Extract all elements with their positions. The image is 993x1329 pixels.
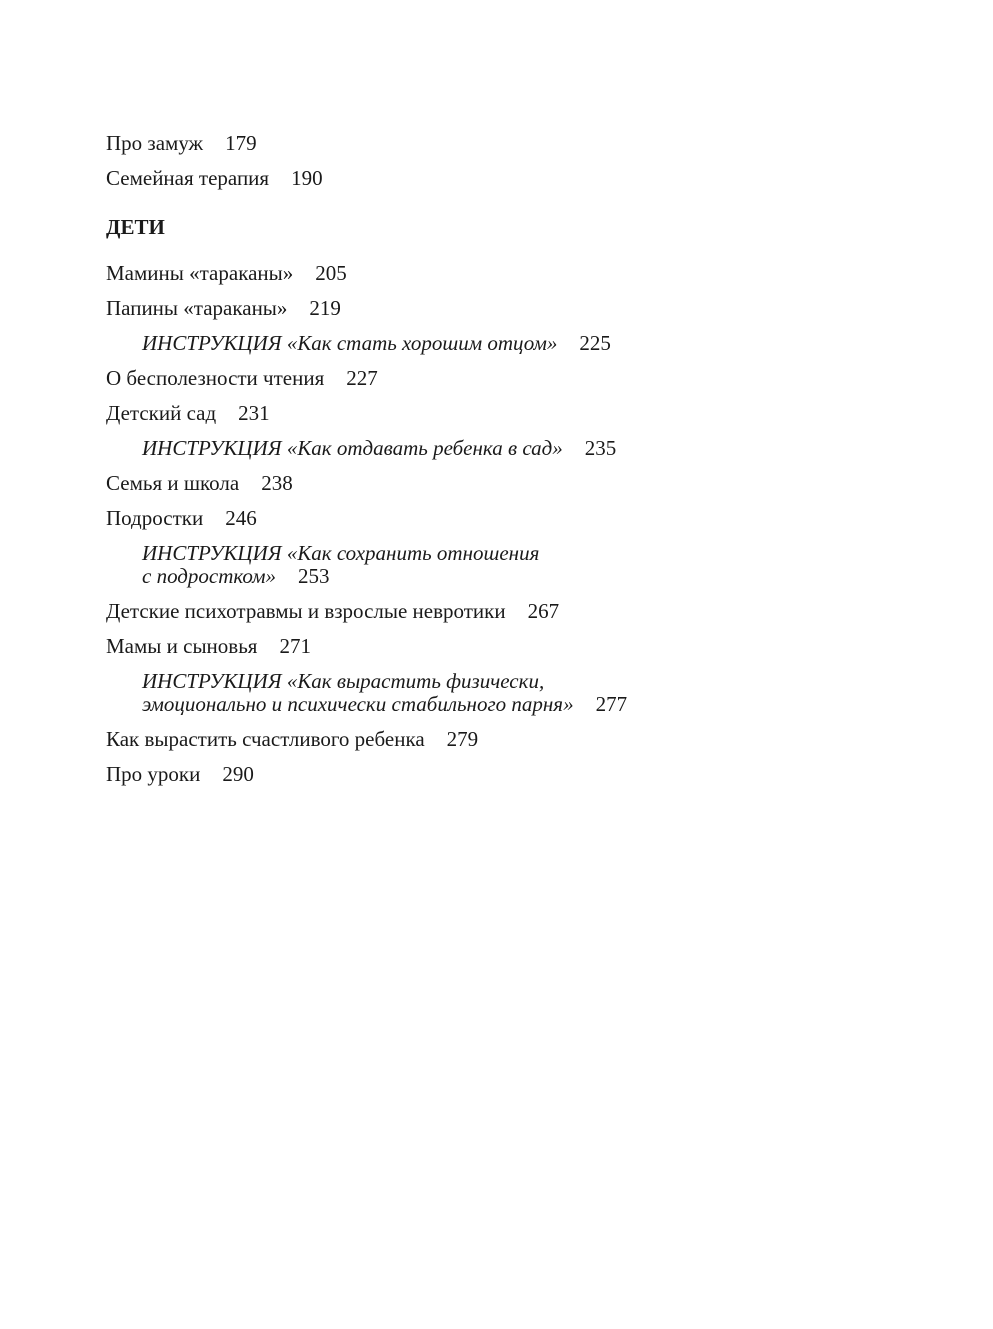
toc-entry-title: Как вырастить счастливого ребенка: [106, 727, 425, 751]
toc-entry: [106, 507, 926, 530]
toc-entry: [106, 132, 926, 155]
toc-entry: [106, 635, 926, 658]
toc-instruction-entry: [106, 670, 926, 716]
section-heading: ДЕТИ: [106, 215, 165, 239]
toc-entry: [106, 367, 926, 390]
toc-entry-page: 290: [222, 762, 254, 786]
toc-entry-page: 227: [346, 366, 378, 390]
toc-entry-title: Мамы и сыновья: [106, 634, 258, 658]
toc-entry-page: 246: [225, 506, 257, 530]
toc-entry-page: 231: [238, 401, 270, 425]
table-of-contents: [106, 132, 926, 798]
toc-entry: [106, 262, 926, 285]
toc-entry: [106, 297, 926, 320]
toc-entry-page: 279: [446, 727, 479, 751]
toc-entry-title-line: с подростком»: [142, 564, 277, 588]
toc-entry-page: 235: [584, 436, 617, 460]
toc-entry: [106, 402, 926, 425]
toc-entry-page: 277: [595, 692, 628, 716]
toc-entry-title: Семейная терапия: [106, 166, 270, 190]
toc-entry-title: Детский сад: [106, 401, 217, 425]
toc-entry-title-line: ИНСТРУКЦИЯ «Как вырастить физически,: [142, 669, 545, 693]
toc-entry-title: О бесполезности чтения: [106, 366, 325, 390]
toc-entry-title-line: ИНСТРУКЦИЯ «Как сохранить отношения: [142, 541, 540, 565]
toc-entry-title: Про уроки: [106, 762, 201, 786]
toc-entry-page: 253: [298, 564, 330, 588]
toc-entry-title: ИНСТРУКЦИЯ «Как отдавать ребенка в сад»: [142, 436, 563, 460]
toc-entry-page: 179: [225, 131, 257, 155]
toc-entry-page: 225: [579, 331, 611, 355]
toc-instruction-entry: [106, 437, 926, 460]
toc-entry-page: 271: [279, 634, 311, 658]
toc-entry: [106, 728, 926, 751]
toc-entry-title: Мамины «тараканы»: [106, 261, 294, 285]
toc-entry-page: 190: [291, 166, 323, 190]
toc-entry-title: Семья и школа: [106, 471, 240, 495]
toc-entry-page: 205: [315, 261, 347, 285]
toc-entry-page: 238: [261, 471, 293, 495]
toc-entry-page: 219: [309, 296, 341, 320]
toc-entry-title: Детские психотравмы и взрослые невротики: [106, 599, 506, 623]
toc-entry: [106, 472, 926, 495]
toc-instruction-entry: [106, 332, 926, 355]
toc-entry: [106, 167, 926, 190]
toc-entry-title: ИНСТРУКЦИЯ «Как стать хорошим отцом»: [142, 331, 558, 355]
toc-entry-title: Подростки: [106, 506, 204, 530]
toc-entry: [106, 600, 926, 623]
toc-entry-title: Про замуж: [106, 131, 204, 155]
toc-instruction-entry: [106, 542, 926, 588]
toc-entry-page: 267: [527, 599, 560, 623]
toc-entry-title-line: эмоционально и психически стабильного парня»: [142, 692, 574, 716]
toc-entry: [106, 763, 926, 786]
toc-entry-title: Папины «тараканы»: [106, 296, 288, 320]
